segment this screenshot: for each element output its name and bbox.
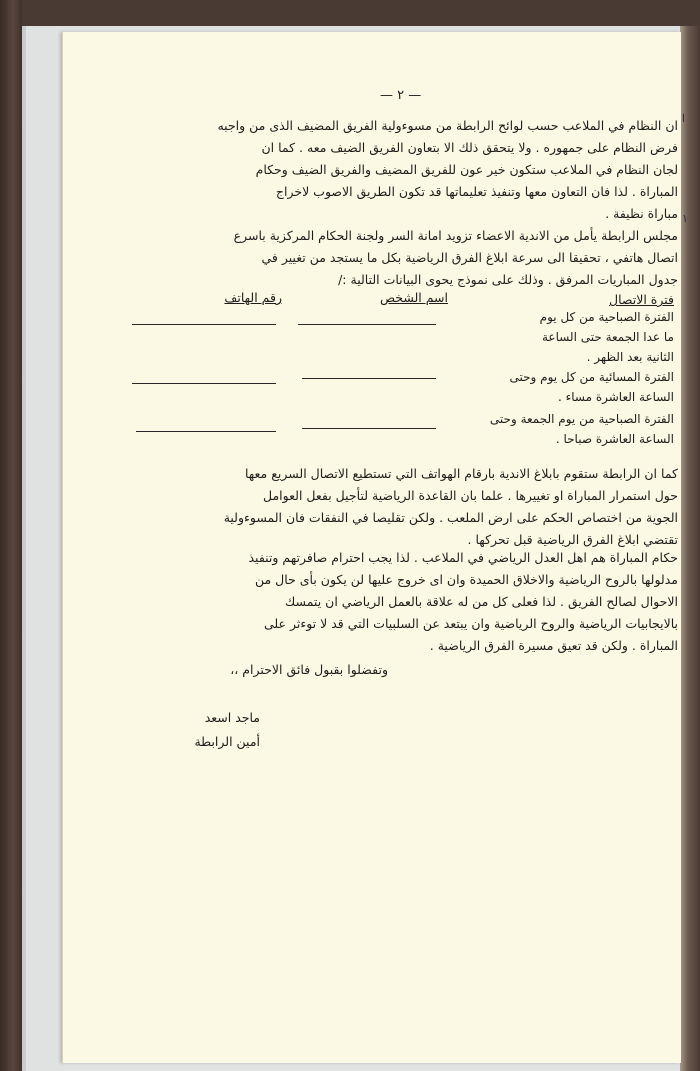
period-line: الفترة الصباحية من يوم الجمعة وحتى: [489, 412, 674, 426]
header-contact-period: فترة الاتصال: [609, 292, 674, 307]
paragraph-4-line: المباراة . ولكن قد تعيق مسيرة الفرق الرياضية .: [429, 638, 678, 653]
paragraph-1-line: لجان النظام في الملاعب ستكون خير عون للفريق المضيف والفريق الضيف وحكام: [255, 162, 678, 177]
header-person-name: اسم الشخص: [379, 290, 448, 305]
period-line: الفترة المسائية من كل يوم وحتى: [509, 370, 674, 384]
phone-blank-line: [136, 431, 276, 432]
paragraph-1-line: المباراة . لذا فان التعاون معها وتنفيذ تعليماتها قد تكون الطريق الاصوب لاخراج: [275, 184, 678, 199]
header-phone-number: رقم الهاتف: [224, 290, 282, 305]
period-line: الثانية بعد الظهر .: [586, 350, 674, 364]
paragraph-4-line: الاحوال لصالح الفريق . لذا فعلى كل من له علاقة بالعمل الرياضي ان يتمسك: [285, 594, 678, 609]
paragraph-1-line: ان النظام في الملاعب حسب لوائح الرابطة من مسوءولية الفريق المضيف الذى من واجبه: [217, 118, 678, 133]
paragraph-4-line: مدلولها بالروح الرياضية والاخلاق الحميدة وان اى خروج عليها لن يكون بأى حال من: [254, 572, 678, 587]
period-line: الساعة العاشرة مساء .: [557, 390, 674, 404]
paragraph-1-line: مباراة نظيفة .: [605, 206, 678, 221]
paragraph-3-line: الجوية من اختصاص الحكم على ارض الملعب . ولكن تقليصا في النفقات فان المسوءولية: [223, 510, 678, 525]
binding-mark-2: ١: [682, 212, 688, 225]
paragraph-3-line: كما ان الرابطة ستقوم بابلاغ الاندية بارقام الهواتف التي تستطيع الاتصال السريع معها: [244, 466, 678, 481]
person-blank-line: [302, 428, 436, 429]
person-blank-line: [302, 378, 436, 379]
signature-title: أمين الرابطة: [194, 734, 260, 749]
phone-blank-line: [132, 383, 276, 384]
binder-spine: [680, 26, 700, 1071]
backing-card-edge: [22, 26, 26, 1071]
closing-salutation: وتفضلوا بقبول فائق الاحترام ،،: [230, 662, 388, 677]
period-line: الفترة الصباحية من كل يوم: [539, 310, 674, 324]
paragraph-3-line: حول استمرار المباراة او تغييرها . علما بان القاعدة الرياضية لتأجيل بفعل العوامل: [263, 488, 678, 503]
paragraph-2-line: جدول المباريات المرفق . وذلك على نموذج يحوى البيانات التالية :/: [338, 272, 678, 287]
binding-mark-1: ا: [682, 112, 686, 125]
paragraph-2-line: اتصال هاتفي ، تحقيقا الى سرعة ابلاغ الفرق الرياضية بكل ما يستجد من تغيير في: [261, 250, 678, 265]
binder-cover-left: [0, 0, 22, 1071]
phone-blank-line: [132, 324, 276, 325]
period-line: ما عدا الجمعة حتى الساعة: [541, 330, 674, 344]
paragraph-4-line: حكام المباراة هم اهل العدل الرياضي في الملاعب . لذا يجب احترام صافرتهم وتنفيذ: [248, 550, 678, 565]
person-blank-line: [298, 324, 436, 325]
paragraph-2-line: مجلس الرابطة يأمل من الاندية الاعضاء تزويد امانة السر ولجنة الحكام المركزية باسرع: [233, 228, 678, 243]
paragraph-1-line: فرض النظام على جمهوره . ولا يتحقق ذلك الا بتعاون الفريق الضيف معه . كما ان: [261, 140, 678, 155]
paragraph-3-line: تقتضي ابلاغ الفرق الرياضية قبل تحركها .: [467, 532, 678, 547]
signature-name: ماجد اسعد: [204, 710, 260, 725]
page-number: — ٢ —: [380, 88, 422, 103]
paragraph-4-line: بالايجابيات الرياضية والروح الرياضية وان يبتعد عن السلبيات التي قد لا توءثر على: [263, 616, 678, 631]
period-line: الساعة العاشرة صباحا .: [555, 432, 674, 446]
